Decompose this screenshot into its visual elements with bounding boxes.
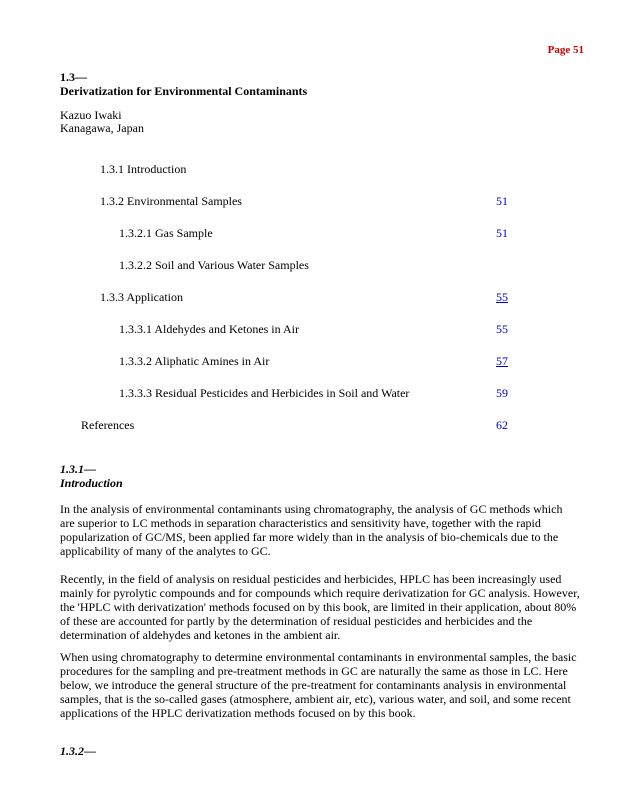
toc-label[interactable]: 1.3.3.2 Aliphatic Amines in Air [119,354,270,368]
intro-heading [60,462,123,490]
toc-label[interactable]: 1.3.1 Introduction [100,162,187,176]
toc-label[interactable]: 1.3.2 Environmental Samples [100,194,242,208]
toc-label[interactable]: References [81,418,135,432]
toc-row [0,322,640,336]
toc-page-link[interactable]: 51 [496,194,508,208]
toc-page-link[interactable]: 59 [496,386,508,400]
toc-label[interactable]: 1.3.2.1 Gas Sample [119,226,213,240]
toc-row [0,418,640,432]
section-number: 1.3— [60,70,87,84]
toc-row [0,290,640,304]
page-number: Page 51 [547,44,584,56]
intro-paragraph: When using chromatography to determine environmental contaminants in environmental samples, the basic procedures for the sampling and pre-treatment methods in GC are naturally the same as those in LC. Here below, we introduce the general structure of the pre-treatment for contaminants analysis in environmental samples, that is the so-called gases (atmosphere, ambient air, etc), various water, and soil, and some recent applications of the HPLC derivatization methods focused on by this book. [60,650,577,720]
intro-paragraph: In the analysis of environmental contaminants using chromatography, the analysis of GC methods which are superior to LC methods in separation characteristics and sensitivity have, together with the rapid popularization of GC/MS, been applied far more widely than in the analysis of bio-chemicals due to the applicability of many of the analytes to GC. [60,502,563,558]
section-heading [60,70,307,98]
toc-label[interactable]: 1.3.3 Application [100,290,183,304]
toc-row [0,258,640,272]
toc-row [0,162,640,176]
toc-page-link[interactable]: 62 [496,418,508,432]
section-title: Derivatization for Environmental Contaminants [60,84,308,98]
toc-label[interactable]: 1.3.3.3 Residual Pesticides and Herbicides in Soil and Water [119,386,410,400]
intro-number: 1.3.1— [60,462,96,476]
intro-paragraph: Recently, in the field of analysis on residual pesticides and herbicides, HPLC has been increasingly used mainly for pyrolytic compounds and for compounds which require derivatization for GC analysis. However, the 'HPLC with derivatization' methods focused on by this book, are limited in their application, about 80% of these are accounted for partly by the determination of residual pesticides and herbicides and the determination of aldehydes and ketones in the ambient air. [60,572,580,642]
toc-page-link[interactable]: 55 [496,322,508,336]
author-block [60,109,144,135]
toc-row [0,226,640,240]
toc-page-link[interactable]: 51 [496,226,508,240]
intro-title: Introduction [60,476,123,490]
toc-page-link[interactable]: 57 [496,354,508,368]
toc-row [0,386,640,400]
toc-row [0,354,640,368]
toc-page-link[interactable]: 55 [496,290,508,304]
next-section-heading: 1.3.2— [60,744,96,758]
toc-row [0,194,640,208]
author-location: Kanagawa, Japan [60,121,144,135]
toc-label[interactable]: 1.3.2.2 Soil and Various Water Samples [119,258,309,272]
toc-label[interactable]: 1.3.3.1 Aldehydes and Ketones in Air [119,322,299,336]
author-name: Kazuo Iwaki [60,108,122,122]
